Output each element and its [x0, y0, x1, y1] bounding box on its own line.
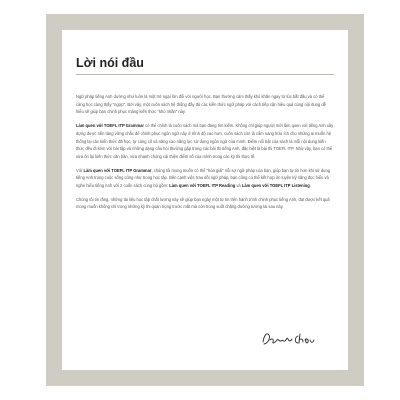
page-sheet — [62, 30, 348, 370]
page-border — [46, 14, 364, 386]
paragraph-3-text-d: . — [309, 183, 311, 189]
paragraph-3-text-a: Với — [76, 167, 84, 173]
book-title-listening: Làm quen với TOEFL ITP Listening — [241, 183, 310, 189]
title-divider — [76, 74, 334, 75]
book-title-reading: Làm quen với TOEFL ITP Reading — [169, 183, 236, 189]
book-title-grammar-2: Làm quen với TOEFL ITP Grammar — [83, 167, 152, 173]
paragraph-4: Chúng tôi tin rằng, những tài liệu học tập chất lượng này sẽ giúp bạn ngày một tự tin trên hành trình chinh phục tiếng Anh, đạt được kết quả mong muốn không chỉ trong những kỳ thi quan trọng trước mắt mà còn trong suốt chặng đường tương lai sau này. — [76, 196, 330, 210]
paragraph-1: Ngữ pháp tiếng Anh dường như luôn là một trở ngại lớn đối với người học. Bạn thường cảm thấy khó khăn ngay từ lúc bắt đầu và có thể càng học càng thấy "ngợp". Bởi vậy, một cuốn sách hệ thống đầy đủ các kiến thức ngữ pháp với cách tiếp cận hiệu quả cùng nội dung dễ hiểu sẽ giúp bạn chinh phục mảng kiến thức "khó nhằn" này. — [76, 94, 326, 115]
page-title: Lời nói đầu — [76, 56, 144, 70]
signature-image — [260, 330, 322, 348]
book-title-grammar: Làm quen với TOEFL ITP Grammar — [76, 123, 144, 129]
paragraph-3-text-b: , chúng tôi mong muốn có thể "hóa giải" nỗi sợ ngữ pháp của bạn, giúp bạn tự tin hơn khi sử dụng tiếng Anh trong cuộc sống cũng như trong học tập. Bên cạnh việc trau dồi ngữ pháp, bạn cũng có thể kết hợp ôn luyện kỹ năng đọc hiểu và nghe hiểu tiếng Anh với 2 cuốn sách cùng bộ gồm: — [76, 167, 330, 189]
paragraph-3 — [76, 167, 334, 190]
paragraph-3-text-c: và — [235, 183, 242, 189]
paragraph-2 — [76, 122, 334, 161]
paragraph-2-text: có thể chính là cuốn sách mà bạn đang tìm kiếm. Không chỉ giúp người mới làm quen với tiếng Anh xây dựng được nền tảng vững chắc để chinh phục ngôn ngữ này ở trình độ cao hơn, cuốn sách còn là cẩm nang hữu ích cho những ai muốn hệ thống lại các kiến thức đã học, tự củng cố và nâng cao năng lực sử dụng ngôn ngữ của mình. Điểm nổi bật của sách là mỗi nội dung kiến thức đều đi kèm với bài tập và những dạng câu hỏi thường gặp trong các bài thi tiếng Anh, đặc biệt là bài thi TOEFL ITP. Nhờ vậy, bạn có thể vừa ôn lại kiến thức căn bản, vừa nhanh chóng cải thiện điểm số của mình trong các kỳ thi thực tế. — [76, 123, 334, 159]
